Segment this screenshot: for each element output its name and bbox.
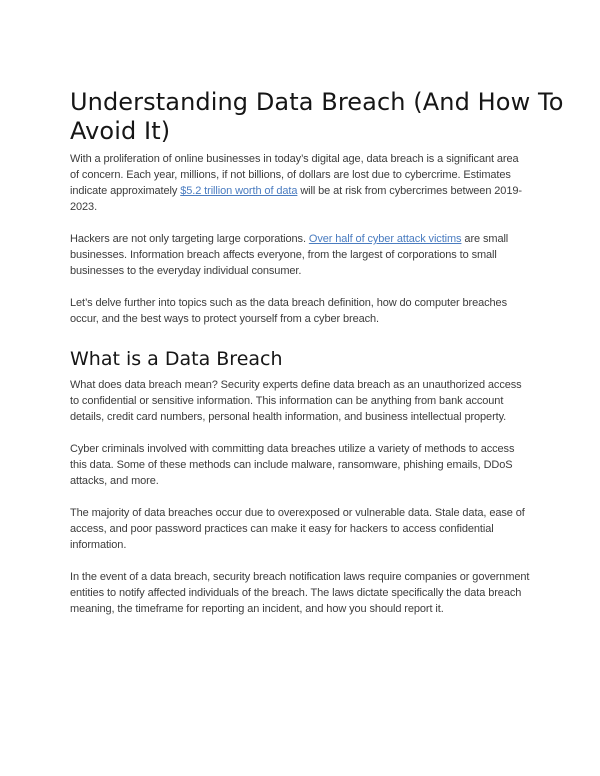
article-title-line-1: Understanding Data Breach (And How To — [70, 88, 564, 116]
paragraph-intro-1 — [70, 151, 530, 215]
paragraph-causes: The majority of data breaches occur due to overexposed or vulnerable data. Stale data, ease of access, and poor password practices can make it easy for hackers to access confidential information. — [70, 507, 525, 551]
paragraph-notification-laws: In the event of a data breach, security breach notification laws require companies or government entities to notify affected individuals of the breach. The laws dictate specifically the data breach meaning, the timeframe for reporting an incident, and how you should report it. — [70, 571, 530, 615]
article-title — [70, 88, 564, 146]
paragraph-methods: Cyber criminals involved with committing data breaches utilize a variety of methods to access this data. Some of these methods can include malware, ransomware, phishing emails, DDoS attacks, and more. — [70, 443, 515, 487]
paragraph-text: will be at risk from cybercrimes between 2019-2023. — [70, 185, 522, 213]
paragraph-text: Hackers are not only targeting large corporations. — [70, 233, 309, 245]
paragraph-text: are small businesses. Information breach affects everyone, from the largest of corporations to small businesses to the everyday individual consumer. — [70, 233, 509, 277]
section-heading-what-is-a-data-breach: What is a Data Breach — [70, 348, 283, 370]
paragraph-intro-3: Let’s delve further into topics such as the data breach definition, how do computer breaches occur, and the best ways to protect yourself from a cyber breach. — [70, 297, 507, 325]
paragraph-intro-2 — [70, 231, 530, 279]
link-data-at-risk[interactable]: $5.2 trillion worth of data — [180, 185, 298, 197]
paragraph-definition: What does data breach mean? Security experts define data breach as an unauthorized access to confidential or sensitive information. This information can be anything from bank account details, credit card numbers, personal health information, and business intellectual property. — [70, 379, 522, 423]
paragraph-text: With a proliferation of online businesses in today’s digital age, data breach is a significant area of concern. Each year, millions, if not billions, of dollars are lost due to cybercrime. Estimates indicate approximately — [70, 153, 519, 197]
article-title-line-2: Avoid It) — [70, 117, 171, 145]
link-cyber-attack-victims[interactable]: Over half of cyber attack victims — [308, 233, 462, 245]
